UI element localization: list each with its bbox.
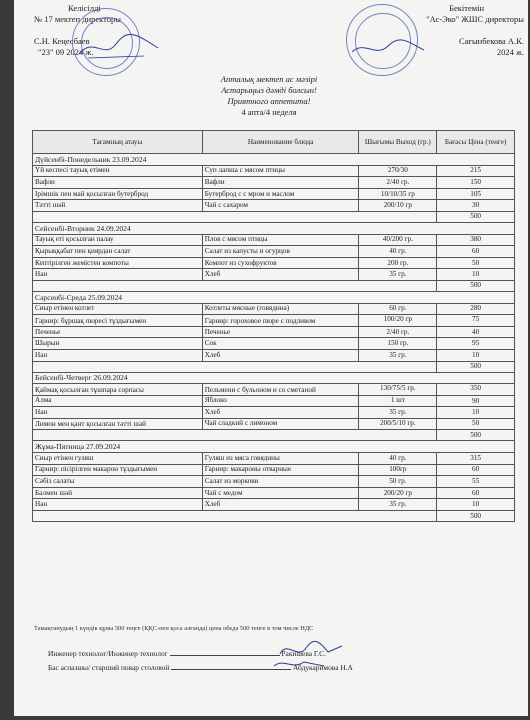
dish-yield: 35 гр. [359,269,437,281]
dish-yield: 150 гр. [359,338,437,350]
table-row [33,476,515,488]
table-row [33,269,515,281]
technologist-name: Ракишева Г.С. [281,649,326,658]
dish-kz: Қаймақ қосылған тұшпара сорпасы [33,384,203,396]
school-director-name: С.Н. Кеңесбаев [34,36,90,46]
dish-kz: Гарнир: пісірілген макарон тұздығымен [33,464,203,476]
dish-kz: Сиыр етінен котлет [33,303,203,315]
table-row [33,165,515,177]
dish-ru: Салат из моркови [202,476,359,488]
dish-kz: Шырын [33,338,203,350]
dish-ru: Хлеб [202,269,359,281]
dish-ru: Гуляш из мяса говядины [202,453,359,465]
dish-kz: Нан [33,499,203,511]
dish-yield: 10/10/35 гр [359,188,437,200]
dish-kz: Сәбіз салаты [33,476,203,488]
dish-price: 10 [437,349,515,361]
header-kz-name: Тағамның атауы [33,131,203,154]
approval-left-date: "23" 09 2024 ж. [38,47,94,57]
dish-yield: 35 гр. [359,499,437,511]
dish-kz: Үй кеспесі тауық етімен [33,165,203,177]
day-row-tuesday [33,222,515,234]
dish-yield: 40 гр. [359,246,437,258]
table-row [33,188,515,200]
school-signature [74,26,164,66]
day-total: 500 [437,211,515,222]
total-row [33,211,515,222]
table-row [33,234,515,246]
dish-ru: Салат из капусты и огурцов [202,246,359,258]
table-row [33,200,515,212]
dish-yield: 200 гр. [359,257,437,269]
table-row [33,487,515,499]
dish-kz: Қырыққабат пен қиярдан салат [33,246,203,258]
day-label-tuesday: Сейсенбі-Вторник 24.09.2024 [33,222,515,234]
head-cook-label: Бас аспазшы/ старший повар столовой [48,663,170,672]
dish-price: 95 [437,338,515,350]
dish-kz: Алма [33,395,203,407]
table-row [33,257,515,269]
day-label-thursday: Бейсенбі-Четверг 26.09.2024 [33,372,515,384]
dish-yield: 2/40 гр. [359,326,437,338]
dish-price: 380 [437,234,515,246]
dish-yield: 270/30 [359,165,437,177]
dish-price: 60 [437,246,515,258]
menu-title [164,74,374,118]
dish-yield: 100гр [359,464,437,476]
dish-kz: Нан [33,269,203,281]
day-total: 500 [437,511,515,522]
dish-ru: Яблоко [202,395,359,407]
dish-kz: Лимон мен қант қосылған тәтті шәй [33,418,203,430]
dish-kz: Печенье [33,326,203,338]
table-row [33,246,515,258]
day-label-monday: Дүйсенбі-Понедельник 23.09.2024 [33,154,515,166]
dish-kz: Сиыр етінен гуляш [33,453,203,465]
table-row [33,384,515,396]
dish-ru: Плов с мясом птицы [202,234,359,246]
dish-ru: Бутерброд с с мром и маслом [202,188,359,200]
dish-ru: Печенье [202,326,359,338]
dish-price: 90 [437,395,515,407]
dish-price: 280 [437,303,515,315]
table-row [33,326,515,338]
total-row [33,280,515,291]
dish-kz: Тауық еті қосылған палау [33,234,203,246]
total-row [33,511,515,522]
day-row-thursday [33,372,515,384]
dish-ru: Гарнир: макароны отварные [202,464,359,476]
table-row [33,303,515,315]
dish-yield: 200/10 гр [359,200,437,212]
dish-kz: Ірімшік пен май қосылған бутерброд [33,188,203,200]
dish-yield: 60 гр. [359,303,437,315]
dish-ru: Хлеб [202,407,359,419]
table-header-row [33,131,515,154]
title-line-3: Приятного аппетита! [227,96,311,106]
dish-ru: Пельмени с бульоном и со сметаной [202,384,359,396]
head-cook-name: Абдукаримова Н.А [293,663,353,672]
dish-yield: 40/200 гр. [359,234,437,246]
day-row-monday [33,154,515,166]
dish-ru: Чай с медом [202,487,359,499]
dish-kz: Нан [33,349,203,361]
dish-kz: Кептірілген жемістен компоты [33,257,203,269]
dish-price: 315 [437,453,515,465]
dish-price: 105 [437,188,515,200]
dish-price: 10 [437,499,515,511]
dish-price: 215 [437,165,515,177]
dish-yield: 35 гр. [359,349,437,361]
dish-ru: Суп лапша с мясом птицы [202,165,359,177]
dish-kz: Балмен шәй [33,487,203,499]
table-row [33,315,515,327]
dish-price: 60 [437,464,515,476]
dish-price: 75 [437,315,515,327]
price-note: Тамақтанудың 1 күндік құны 500 теңге (ҚҚС-пен қоса алғанда) цена обеда 500 тенге в том числе НДС [34,625,314,632]
table-row [33,418,515,430]
day-row-friday [33,441,515,453]
dish-yield: 40 гр. [359,453,437,465]
dish-yield: 2/40 гр. [359,177,437,189]
dish-price: 350 [437,384,515,396]
dish-ru: Компот из сухофруктов [202,257,359,269]
dish-price: 10 [437,269,515,281]
table-row [33,407,515,419]
dish-yield: 50 гр. [359,476,437,488]
dish-kz: Вафли [33,177,203,189]
day-total: 500 [437,430,515,441]
menu-table [32,130,515,522]
table-row [33,499,515,511]
day-row-wednesday [33,291,515,303]
table-row [33,453,515,465]
dish-price: 30 [437,200,515,212]
dish-yield: 200/20 гр [359,487,437,499]
school-director-line: № 17 мектеп директоры [34,14,121,24]
day-label-friday: Жұма-Пятница 27.09.2024 [33,441,515,453]
dish-price: 150 [437,177,515,189]
agreed-label: Келісілді [68,3,101,13]
dish-kz: Тәтті шәй [33,200,203,212]
dish-kz: Нан [33,407,203,419]
dish-price: 40 [437,326,515,338]
day-total: 500 [437,361,515,372]
day-total: 500 [437,280,515,291]
dish-price: 60 [437,487,515,499]
dish-yield: 100/20 гр [359,315,437,327]
total-row [33,361,515,372]
day-label-wednesday: Сәрсенбі-Среда 25.09.2024 [33,291,515,303]
header-yield: Шығымы Выход (гр.) [359,131,437,154]
dish-ru: Хлеб [202,349,359,361]
head-cook-signature [270,656,330,672]
menu-sheet [14,0,528,716]
company-signature [348,36,428,62]
header-price: Бағасы Цена (тенге) [437,131,515,154]
dish-price: 55 [437,476,515,488]
table-row [33,395,515,407]
dish-ru: Гарнир: гороховое пюре с подливом [202,315,359,327]
dish-yield: 1 шт [359,395,437,407]
company-director-line: "Ас-Эко" ЖШС директоры [426,14,524,24]
total-row [33,430,515,441]
dish-ru: Хлеб [202,499,359,511]
technologist-signature-line [170,648,280,656]
dish-kz: Гарнир: бұршақ пюресі тұздығымен [33,315,203,327]
week-label: 4 апта/4 неделя [241,107,297,117]
dish-ru: Чай сладкий с лимоном [202,418,359,430]
dish-price: 10 [437,407,515,419]
dish-ru: Чай с сахаром [202,200,359,212]
header-ru-name: Наименование блюда [202,131,359,154]
dish-price: 50 [437,418,515,430]
table-row [33,338,515,350]
technologist-label: Инженер технолог/Инжинер технолог [48,649,168,658]
table-row [33,349,515,361]
approval-right-date: 2024 ж. [496,47,524,57]
dish-yield: 35 гр. [359,407,437,419]
approved-label: Бекітемін [449,3,484,13]
table-row [33,177,515,189]
dish-ru: Котлеты мясные (говядина) [202,303,359,315]
dish-ru: Вафли [202,177,359,189]
company-director-name: Сағынбекова А.К. [459,36,524,46]
dish-ru: Сок [202,338,359,350]
table-row [33,464,515,476]
dish-yield: 130/75/5 гр. [359,384,437,396]
title-line-1: Апталық мектеп ас мәзірі [220,74,318,84]
title-line-2: Астарыңыз дәмді болсын! [221,85,317,95]
dish-yield: 200/5/10 гр. [359,418,437,430]
dish-price: 50 [437,257,515,269]
